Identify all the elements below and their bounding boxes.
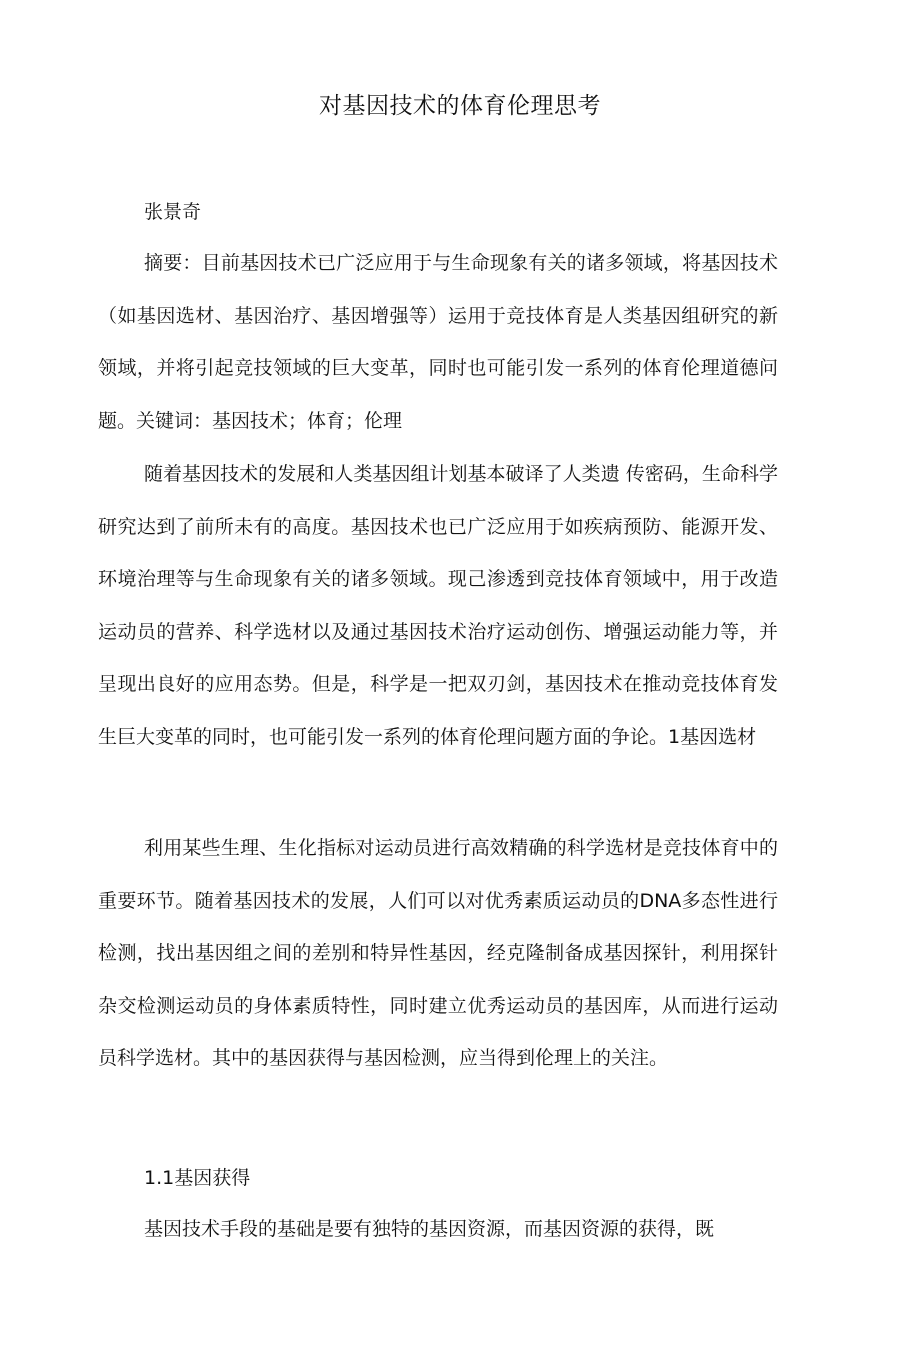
- author-name: 张景奇: [144, 201, 202, 223]
- body-paragraph: 随着基因技术的发展和人类基因组计划基本破译了人类遗 传密码，生命科学研究达到了前所未有的高度。基因技术也已广泛应用于如疾病预防、能源开发、环境治理等与生命现象有关的诸多领域。现己渗透到竞技体育领域中，用于改造运动员的营养、科学选材以及通过基因技术治疗运动创伤、增强运动能力等，并呈现出良好的应用态势。但是，科学是一把双刃剑，基因技术在推动竞技体育发生巨大变革的同时，也可能引发一系列的体育伦理问题方面的争论。1基因选材: [98, 463, 778, 748]
- page-title: 对基因技术的体育伦理思考: [319, 93, 601, 119]
- abstract-paragraph: 摘要：目前基因技术已广泛应用于与生命现象有关的诸多领域，将基因技术（如基因选材、基因治疗、基因增强等）运用于竞技体育是人类基因组研究的新领域，并将引起竞技领域的巨大变革，同时也可能引发一系列的体育伦理道德问题。关键词：基因技术；体育；伦理: [98, 252, 778, 432]
- body-paragraph: 利用某些生理、生化指标对运动员进行高效精确的科学选材是竞技体育中的重要环节。随着基因技术的发展，人们可以对优秀素质运动员的DNA多态性进行检测，找出基因组之间的差别和特异性基因，经克隆制备成基因探针，利用探针杂交检测运动员的身体素质特性，同时建立优秀运动员的基因库，从而进行运动员科学选材。其中的基因获得与基因检测，应当得到伦理上的关注。: [98, 837, 778, 1069]
- body-paragraph: 基因技术手段的基础是要有独特的基因资源，而基因资源的获得，既: [144, 1218, 715, 1240]
- section-heading: 1.1基因获得: [144, 1167, 251, 1189]
